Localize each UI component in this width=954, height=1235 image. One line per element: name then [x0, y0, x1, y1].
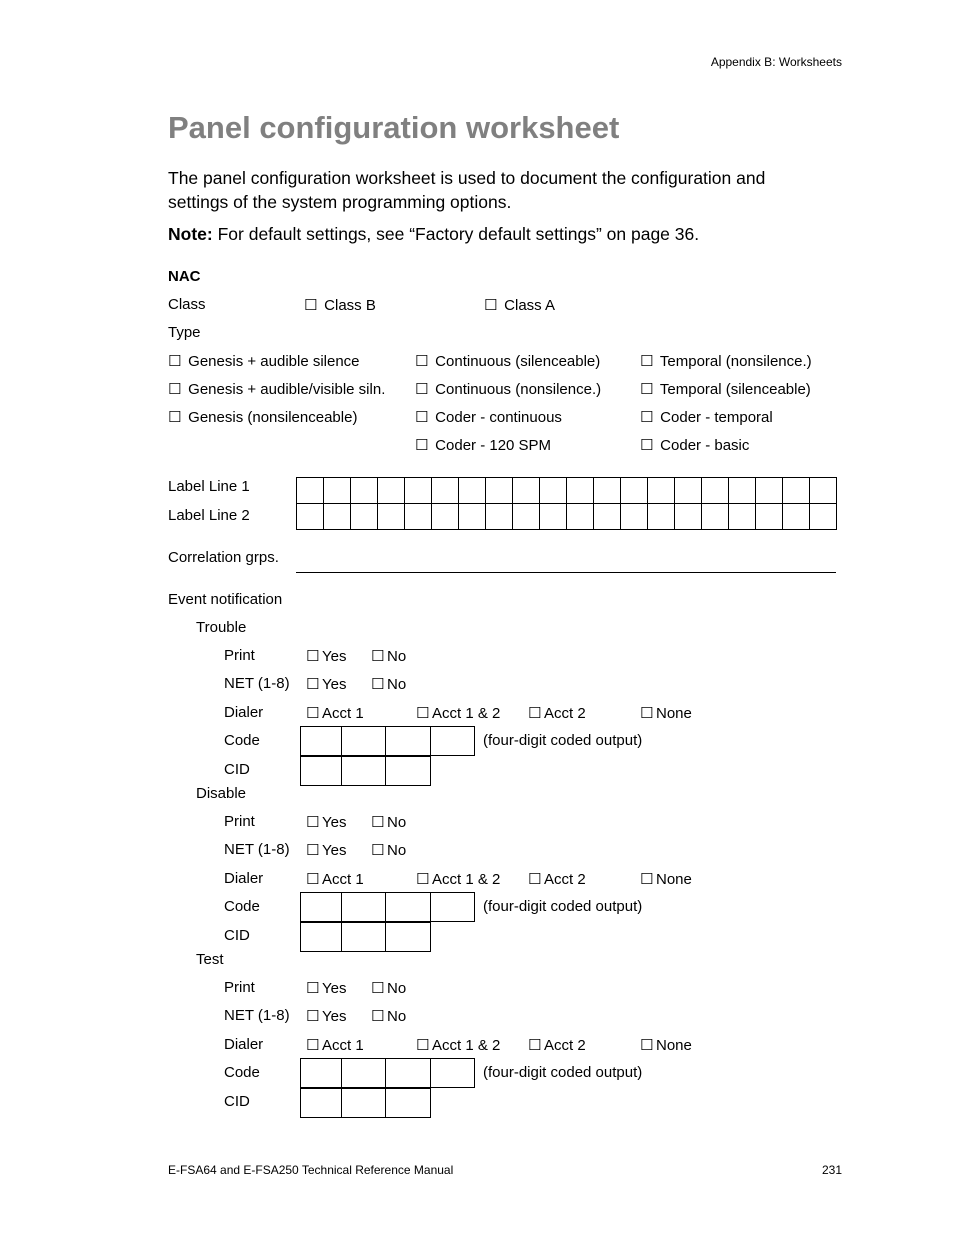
trouble-net-yes-checkbox-label: Yes: [322, 676, 347, 693]
checkbox-icon: ☐: [640, 1037, 654, 1054]
checkbox-icon: ☐: [306, 871, 320, 888]
digit-cell[interactable]: [301, 923, 342, 952]
type-option-checkbox[interactable]: ☐ Continuous (silenceable): [415, 353, 601, 370]
disable-dialer-option-checkbox-label: Acct 2: [544, 871, 586, 888]
disable-print-no-checkbox[interactable]: [371, 813, 406, 831]
trouble-print-no-checkbox[interactable]: [371, 647, 406, 665]
checkbox-icon: ☐: [371, 814, 385, 831]
label-char-cell[interactable]: [540, 504, 567, 530]
label-char-cell[interactable]: [675, 478, 702, 504]
checkbox-icon: ☐: [528, 1037, 542, 1054]
label-char-cell[interactable]: [513, 478, 540, 504]
label-char-cell[interactable]: [324, 478, 351, 504]
test-net-no-checkbox[interactable]: [371, 1007, 406, 1025]
label-char-cell[interactable]: [351, 478, 378, 504]
trouble-dialer-option-checkbox-label: None: [656, 705, 692, 722]
label-line-2-label: Label Line 2: [168, 507, 250, 524]
page-number: 231: [821, 1163, 842, 1177]
checkbox-icon: ☐: [640, 705, 654, 722]
test-print-yes-checkbox-label: Yes: [322, 980, 347, 997]
trouble-print-yes-checkbox-label: Yes: [322, 648, 347, 665]
disable-dialer-option-checkbox[interactable]: [640, 870, 692, 888]
trouble-cid-boxes: [300, 756, 431, 786]
digit-cell[interactable]: [342, 923, 386, 952]
disable-net-no-checkbox[interactable]: [371, 841, 406, 859]
cid-label: CID: [224, 761, 250, 778]
label-char-cell[interactable]: [594, 478, 621, 504]
test-dialer-option-checkbox-label: Acct 1: [322, 1037, 364, 1054]
checkbox-icon: ☐: [304, 297, 318, 314]
test-dialer-option-checkbox[interactable]: [640, 1036, 692, 1054]
footer-manual-title: E-FSA64 and E-FSA250 Technical Reference Manual: [168, 1163, 454, 1177]
digit-cell[interactable]: [386, 923, 431, 952]
test-dialer-option-checkbox[interactable]: [416, 1036, 500, 1054]
type-option-checkbox[interactable]: ☐ Genesis + audible/visible siln.: [168, 381, 386, 398]
disable-dialer-option-checkbox[interactable]: [416, 870, 500, 888]
label-char-cell[interactable]: [702, 504, 729, 530]
checkbox-icon: ☐: [415, 409, 429, 426]
label-char-cell[interactable]: [621, 478, 648, 504]
dialer-label: Dialer: [224, 704, 264, 721]
label-char-cell[interactable]: [729, 478, 756, 504]
trouble-dialer-option-checkbox[interactable]: [528, 704, 586, 722]
net-label: NET (1-8): [224, 841, 290, 858]
note: [168, 224, 699, 245]
trouble-net-no-checkbox[interactable]: [371, 675, 406, 693]
digit-cell[interactable]: [386, 1059, 431, 1088]
checkbox-icon: ☐: [416, 871, 430, 888]
type-option-checkbox[interactable]: ☐ Temporal (nonsilence.): [640, 353, 812, 370]
code-note: (four-digit coded output): [483, 898, 643, 915]
code-label: Code: [224, 898, 260, 915]
checkbox-icon: ☐: [640, 409, 654, 426]
test-dialer-option-checkbox-label: Acct 1 & 2: [432, 1037, 501, 1054]
correlation-input-line[interactable]: [296, 572, 836, 573]
class-label: Class: [168, 296, 206, 313]
correlation-label: Correlation grps.: [168, 549, 279, 566]
label-char-cell[interactable]: [648, 504, 675, 530]
checkbox-icon: ☐: [640, 353, 654, 370]
digit-cell[interactable]: [386, 893, 431, 922]
label-char-cell[interactable]: [378, 478, 405, 504]
checkbox-icon: ☐: [528, 705, 542, 722]
digit-cell[interactable]: [301, 1089, 342, 1118]
label-char-cell[interactable]: [810, 504, 837, 530]
type-option-checkbox[interactable]: ☐ Coder - temporal: [640, 409, 773, 426]
label-char-cell[interactable]: [459, 478, 486, 504]
test-print-no-checkbox-label: No: [387, 980, 407, 997]
type-option-checkbox[interactable]: ☐ Coder - continuous: [415, 409, 562, 426]
label-char-cell[interactable]: [486, 478, 513, 504]
digit-cell[interactable]: [431, 1059, 475, 1088]
label-line-2-row: [297, 504, 837, 530]
label-char-cell[interactable]: [648, 478, 675, 504]
intro-paragraph: The panel configuration worksheet is used to document the configuration and settings of the system programming options.: [168, 168, 766, 212]
label-char-cell[interactable]: [513, 504, 540, 530]
code-note: (four-digit coded output): [483, 1064, 643, 1081]
test-dialer-option-checkbox[interactable]: [528, 1036, 586, 1054]
test-code-boxes: [300, 1058, 475, 1088]
disable-dialer-option-checkbox[interactable]: [528, 870, 586, 888]
running-header: Appendix B: Worksheets: [710, 55, 842, 69]
code-note: (four-digit coded output): [483, 732, 643, 749]
digit-cell[interactable]: [342, 1059, 386, 1088]
disable-net-yes-checkbox-label: Yes: [322, 842, 347, 859]
type-option-checkbox[interactable]: ☐ Temporal (silenceable): [640, 381, 811, 398]
digit-cell[interactable]: [386, 757, 431, 786]
trouble-print-yes-checkbox[interactable]: [306, 647, 346, 665]
label-char-cell[interactable]: [675, 504, 702, 530]
checkbox-icon: ☐: [484, 297, 498, 314]
label-char-cell[interactable]: [405, 504, 432, 530]
checkbox-icon: ☐: [168, 409, 182, 426]
trouble-net-yes-checkbox[interactable]: [306, 675, 346, 693]
trouble-dialer-option-checkbox-label: Acct 1: [322, 705, 364, 722]
checkbox-icon: ☐: [306, 1008, 320, 1025]
digit-cell[interactable]: [342, 757, 386, 786]
type-option-checkbox[interactable]: ☐ Coder - 120 SPM: [415, 437, 552, 454]
dialer-label: Dialer: [224, 870, 264, 887]
digit-cell[interactable]: [431, 727, 475, 756]
trouble-net-no-checkbox-label: No: [387, 676, 407, 693]
digit-cell[interactable]: [342, 1089, 386, 1118]
dialer-label: Dialer: [224, 1036, 264, 1053]
note-text: For default settings, see “Factory default settings” on page 36.: [217, 224, 700, 244]
label-char-cell[interactable]: [756, 478, 783, 504]
checkbox-icon: ☐: [306, 842, 320, 859]
checkbox-icon: ☐: [415, 353, 429, 370]
label-char-cell[interactable]: [594, 504, 621, 530]
label-char-cell[interactable]: [405, 478, 432, 504]
disable-net-no-checkbox-label: No: [387, 842, 407, 859]
class-a-checkbox[interactable]: ☐ Class A: [484, 297, 556, 314]
checkbox-icon: ☐: [415, 437, 429, 454]
label-char-cell[interactable]: [297, 504, 324, 530]
trouble-dialer-option-checkbox[interactable]: [640, 704, 692, 722]
test-net-yes-checkbox[interactable]: [306, 1007, 346, 1025]
label-char-cell[interactable]: [783, 504, 810, 530]
checkbox-icon: ☐: [371, 648, 385, 665]
label-char-cell[interactable]: [324, 504, 351, 530]
checkbox-icon: ☐: [371, 842, 385, 859]
label-char-cell[interactable]: [729, 504, 756, 530]
checkbox-icon: ☐: [306, 1037, 320, 1054]
nac-heading: NAC: [168, 268, 201, 285]
checkbox-icon: ☐: [306, 648, 320, 665]
trouble-dialer-option-checkbox[interactable]: [306, 704, 364, 722]
checkbox-icon: ☐: [168, 381, 182, 398]
label-char-cell[interactable]: [297, 478, 324, 504]
test-cid-boxes: [300, 1088, 431, 1118]
label-char-cell[interactable]: [486, 504, 513, 530]
label-char-cell[interactable]: [432, 478, 459, 504]
digit-cell[interactable]: [301, 727, 342, 756]
checkbox-icon: ☐: [640, 871, 654, 888]
class-b-checkbox[interactable]: ☐ Class B: [304, 297, 376, 314]
digit-cell[interactable]: [386, 1089, 431, 1118]
disable-dialer-option-checkbox[interactable]: [306, 870, 364, 888]
checkbox-icon: ☐: [306, 676, 320, 693]
test-dialer-option-checkbox-label: None: [656, 1037, 692, 1054]
disable-dialer-option-checkbox-label: None: [656, 871, 692, 888]
code-label: Code: [224, 732, 260, 749]
note-label: Note:: [168, 224, 213, 244]
disable-dialer-option-checkbox-label: Acct 1: [322, 871, 364, 888]
checkbox-icon: ☐: [415, 381, 429, 398]
type-label: Type: [168, 324, 201, 341]
digit-cell[interactable]: [342, 893, 386, 922]
disable-cid-boxes: [300, 922, 431, 952]
trouble-heading: Trouble: [196, 619, 247, 636]
disable-print-yes-checkbox-label: Yes: [322, 814, 347, 831]
disable-print-yes-checkbox[interactable]: [306, 813, 346, 831]
trouble-dialer-option-checkbox-label: Acct 1 & 2: [432, 705, 501, 722]
checkbox-icon: ☐: [371, 1008, 385, 1025]
checkbox-icon: ☐: [640, 381, 654, 398]
disable-code-boxes: [300, 892, 475, 922]
label-lines-grid: [296, 477, 837, 530]
label-char-cell[interactable]: [783, 478, 810, 504]
checkbox-icon: ☐: [416, 1037, 430, 1054]
checkbox-icon: ☐: [306, 980, 320, 997]
label-char-cell[interactable]: [810, 478, 837, 504]
label-char-cell[interactable]: [702, 478, 729, 504]
digit-cell[interactable]: [431, 893, 475, 922]
label-char-cell[interactable]: [378, 504, 405, 530]
disable-dialer-option-checkbox-label: Acct 1 & 2: [432, 871, 501, 888]
digit-cell[interactable]: [301, 757, 342, 786]
net-label: NET (1-8): [224, 675, 290, 692]
label-line-1-row: [297, 478, 837, 504]
code-label: Code: [224, 1064, 260, 1081]
trouble-dialer-option-checkbox[interactable]: [416, 704, 500, 722]
label-char-cell[interactable]: [432, 504, 459, 530]
disable-print-no-checkbox-label: No: [387, 814, 407, 831]
type-option-checkbox[interactable]: ☐ Coder - basic: [640, 437, 750, 454]
digit-cell[interactable]: [301, 893, 342, 922]
checkbox-icon: ☐: [528, 871, 542, 888]
print-label: Print: [224, 979, 255, 996]
trouble-print-no-checkbox-label: No: [387, 648, 407, 665]
type-option-checkbox[interactable]: ☐ Continuous (nonsilence.): [415, 381, 602, 398]
page-title: Panel configuration worksheet: [168, 110, 620, 145]
test-net-no-checkbox-label: No: [387, 1008, 407, 1025]
cid-label: CID: [224, 927, 250, 944]
test-print-no-checkbox[interactable]: [371, 979, 406, 997]
digit-cell[interactable]: [342, 727, 386, 756]
label-char-cell[interactable]: [621, 504, 648, 530]
checkbox-icon: ☐: [416, 705, 430, 722]
net-label: NET (1-8): [224, 1007, 290, 1024]
checkbox-icon: ☐: [306, 814, 320, 831]
checkbox-icon: ☐: [306, 705, 320, 722]
type-option-checkbox[interactable]: ☐ Genesis + audible silence: [168, 353, 360, 370]
print-label: Print: [224, 647, 255, 664]
print-label: Print: [224, 813, 255, 830]
label-char-cell[interactable]: [567, 504, 594, 530]
checkbox-icon: ☐: [168, 353, 182, 370]
checkbox-icon: ☐: [640, 437, 654, 454]
checkbox-icon: ☐: [371, 980, 385, 997]
label-char-cell[interactable]: [351, 504, 378, 530]
disable-heading: Disable: [196, 785, 247, 802]
label-char-cell[interactable]: [459, 504, 486, 530]
cid-label: CID: [224, 1093, 250, 1110]
test-heading: Test: [196, 951, 224, 968]
test-dialer-option-checkbox[interactable]: [306, 1036, 364, 1054]
test-print-yes-checkbox[interactable]: [306, 979, 346, 997]
trouble-dialer-option-checkbox-label: Acct 2: [544, 705, 586, 722]
digit-cell[interactable]: [301, 1059, 342, 1088]
digit-cell[interactable]: [386, 727, 431, 756]
disable-net-yes-checkbox[interactable]: [306, 841, 346, 859]
label-char-cell[interactable]: [540, 478, 567, 504]
type-option-checkbox[interactable]: ☐ Genesis (nonsilenceable): [168, 409, 358, 426]
event-notification-heading: Event notification: [168, 591, 283, 608]
checkbox-icon: ☐: [371, 676, 385, 693]
trouble-code-boxes: [300, 726, 475, 756]
label-line-1-label: Label Line 1: [168, 478, 250, 495]
label-char-cell[interactable]: [756, 504, 783, 530]
test-net-yes-checkbox-label: Yes: [322, 1008, 347, 1025]
label-char-cell[interactable]: [567, 478, 594, 504]
test-dialer-option-checkbox-label: Acct 2: [544, 1037, 586, 1054]
